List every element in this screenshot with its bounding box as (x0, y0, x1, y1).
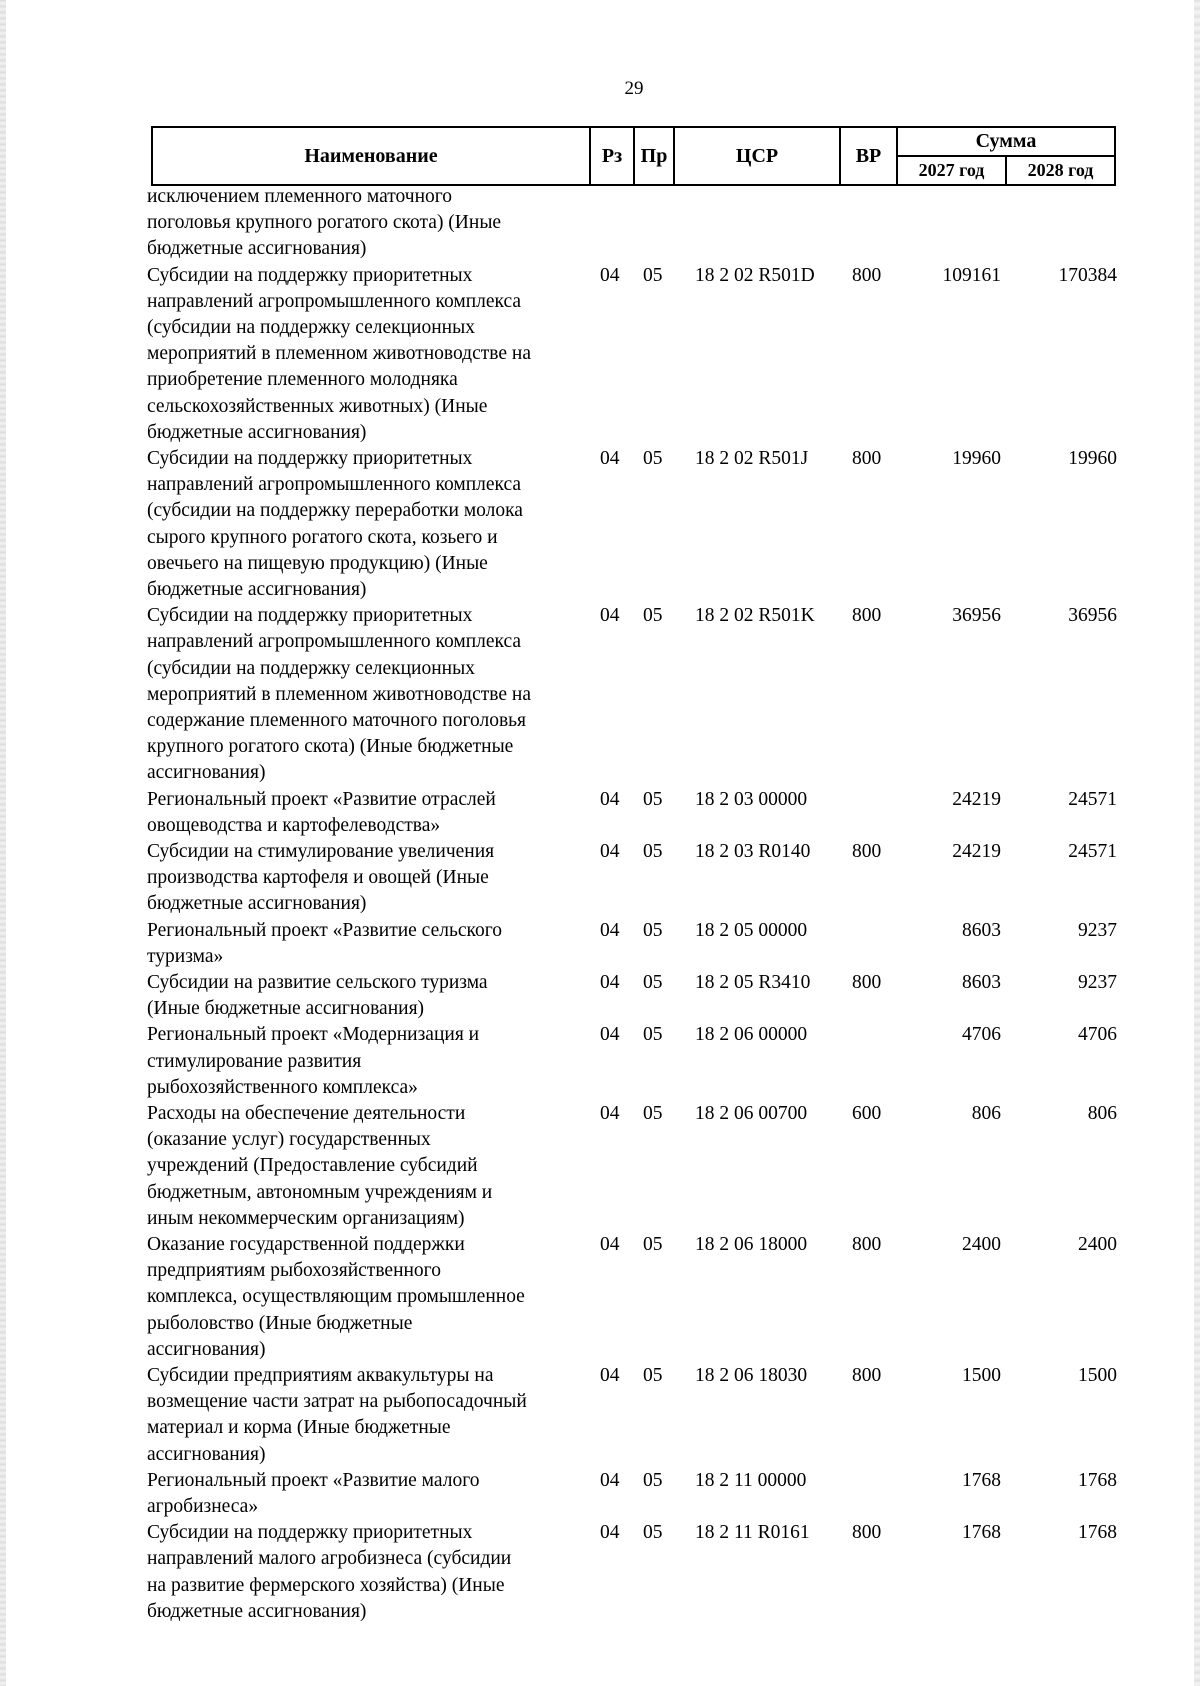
row-csr: 18 2 03 R0140 (695, 840, 811, 862)
row-vr: 800 (852, 1522, 882, 1544)
row-sum-2028: 9237 (1078, 919, 1117, 941)
row-rz: 04 (600, 605, 620, 627)
table-row (0, 1022, 1200, 1101)
row-rz: 04 (600, 264, 620, 286)
row-pr: 05 (643, 447, 663, 469)
table-row (0, 446, 1200, 603)
header-pr: Пр (634, 127, 674, 185)
row-sum-2028: 4706 (1078, 1024, 1117, 1046)
row-name: Субсидии на поддержку приоритетных направлений агропромышленного комплекса (субсидии на поддержку селекционных мероприятий в племенном животноводстве на приобретение племенного молодняка сельскохозяйственных животных) (Иные бюджетные ассигнования) (147, 264, 531, 443)
row-csr: 18 2 06 00700 (695, 1102, 808, 1124)
row-pr: 05 (643, 840, 663, 862)
table-row (0, 1520, 1200, 1625)
row-name: Субсидии на развитие сельского туризма (Иные бюджетные ассигнования) (147, 971, 488, 1020)
table-header (151, 126, 1116, 186)
row-name: Региональный проект «Развитие сельского туризма» (147, 919, 503, 967)
table-body (0, 184, 1200, 1625)
table-row (0, 1101, 1200, 1232)
row-sum-2027: 1768 (962, 1522, 1001, 1544)
row-pr: 05 (643, 788, 663, 810)
row-sum-2028: 170384 (1058, 264, 1117, 286)
row-rz: 04 (600, 1024, 620, 1046)
row-sum-2027: 19960 (952, 447, 1001, 469)
row-pr: 05 (643, 1024, 663, 1046)
row-sum-2028: 1768 (1078, 1469, 1117, 1491)
row-csr: 18 2 02 R501K (695, 605, 815, 627)
row-vr: 600 (852, 1102, 882, 1124)
row-pr: 05 (643, 1364, 663, 1386)
row-pr: 05 (643, 264, 663, 286)
header-rz: Рз (590, 127, 634, 185)
table-row (0, 1468, 1200, 1520)
row-rz: 04 (600, 971, 620, 993)
table-row (0, 263, 1200, 446)
row-csr: 18 2 02 R501D (695, 264, 815, 286)
row-sum-2028: 19960 (1068, 447, 1117, 469)
header-vr: ВР (840, 127, 897, 185)
row-sum-2028: 806 (1087, 1102, 1117, 1124)
row-name: Региональный проект «Модернизация и стимулирование развития рыбохозяйственного комплекса» (147, 1024, 480, 1098)
row-name: Субсидии на поддержку приоритетных направлений агропромышленного комплекса (субсидии на поддержку селекционных мероприятий в племенном животноводстве на содержание племенного маточного поголовья крупного рогатого скота) (Иные бюджетные ассигнования) (147, 605, 531, 784)
table-row (0, 918, 1200, 970)
row-rz: 04 (600, 919, 620, 941)
row-vr: 800 (852, 447, 882, 469)
table-row (0, 603, 1200, 786)
row-sum-2027: 109161 (942, 264, 1001, 286)
row-sum-2028: 1768 (1078, 1522, 1117, 1544)
row-vr: 800 (852, 840, 882, 862)
row-csr: 18 2 05 00000 (695, 919, 808, 941)
row-sum-2027: 4706 (962, 1024, 1001, 1046)
header-year-2027: 2027 год (897, 156, 1006, 185)
table-row (0, 1363, 1200, 1468)
row-sum-2027: 806 (971, 1102, 1001, 1124)
row-sum-2028: 2400 (1078, 1233, 1117, 1255)
header-sum: Сумма (897, 127, 1115, 156)
row-pr: 05 (643, 1102, 663, 1124)
row-rz: 04 (600, 1364, 620, 1386)
table-row (0, 1232, 1200, 1363)
row-sum-2027: 8603 (962, 971, 1001, 993)
row-pr: 05 (643, 605, 663, 627)
row-sum-2027: 1768 (962, 1469, 1001, 1491)
row-sum-2027: 8603 (962, 919, 1001, 941)
table-row (0, 839, 1200, 918)
row-sum-2027: 1500 (962, 1364, 1001, 1386)
row-rz: 04 (600, 840, 620, 862)
row-name: Расходы на обеспечение деятельности (оказание услуг) государственных учреждений (Предоставление субсидий бюджетным, автономным учреждениям и иным некоммерческим организациям) (147, 1102, 493, 1229)
row-sum-2028: 1500 (1078, 1364, 1117, 1386)
row-name: исключением племенного маточного поголовья крупного рогатого скота) (Иные бюджетные ассигнования) (147, 186, 502, 260)
header-year-2028: 2028 год (1006, 156, 1115, 185)
row-sum-2028: 24571 (1068, 840, 1117, 862)
row-sum-2028: 36956 (1068, 605, 1117, 627)
row-rz: 04 (600, 1469, 620, 1491)
row-sum-2027: 24219 (952, 840, 1001, 862)
header-csr: ЦСР (674, 127, 840, 185)
table-row (0, 184, 1200, 263)
row-sum-2028: 9237 (1078, 971, 1117, 993)
row-name: Субсидии на стимулирование увеличения производства картофеля и овощей (Иные бюджетные ассигнования) (147, 840, 495, 915)
row-sum-2027: 2400 (962, 1233, 1001, 1255)
row-vr: 800 (852, 971, 882, 993)
row-sum-2027: 24219 (952, 788, 1001, 810)
row-csr: 18 2 06 00000 (695, 1024, 808, 1046)
row-name: Субсидии предприятиям аквакультуры на возмещение части затрат на рыбопосадочный материал и корма (Иные бюджетные ассигнования) (147, 1364, 527, 1465)
row-pr: 05 (643, 1469, 663, 1491)
row-name: Региональный проект «Развитие малого агробизнеса» (147, 1469, 480, 1517)
row-rz: 04 (600, 1102, 620, 1124)
row-vr: 800 (852, 1364, 882, 1386)
row-sum-2028: 24571 (1068, 788, 1117, 810)
row-sum-2027: 36956 (952, 605, 1001, 627)
header-name: Наименование (152, 127, 590, 185)
row-pr: 05 (643, 971, 663, 993)
row-csr: 18 2 06 18030 (695, 1364, 808, 1386)
row-csr: 18 2 06 18000 (695, 1233, 808, 1255)
row-vr: 800 (852, 1233, 882, 1255)
row-name: Субсидии на поддержку приоритетных направлений малого агробизнеса (субсидии на развитие фермерского хозяйства) (Иные бюджетные ассигнования) (147, 1522, 512, 1622)
row-rz: 04 (600, 447, 620, 469)
row-csr: 18 2 05 R3410 (695, 971, 811, 993)
row-name: Региональный проект «Развитие отраслей овощеводства и картофелеводства» (147, 788, 496, 836)
row-csr: 18 2 03 00000 (695, 788, 808, 810)
row-pr: 05 (643, 1522, 663, 1544)
page-number: 29 (624, 78, 644, 99)
row-name: Субсидии на поддержку приоритетных направлений агропромышленного комплекса (субсидии на поддержку переработки молока сырого крупного рогатого скота, козьего и овечьего на пищевую продукцию) (Иные бюджетные ассигнования) (147, 447, 523, 600)
row-name: Оказание государственной поддержки предприятиям рыбохозяйственного комплекса, осуществляющим промышленное рыболовство (Иные бюджетные ассигнования) (147, 1233, 525, 1360)
row-rz: 04 (600, 788, 620, 810)
table-row (0, 970, 1200, 1022)
row-vr: 800 (852, 605, 882, 627)
table-row (0, 787, 1200, 839)
row-vr: 800 (852, 264, 882, 286)
row-csr: 18 2 11 R0161 (695, 1522, 810, 1544)
row-csr: 18 2 11 00000 (695, 1469, 807, 1491)
row-rz: 04 (600, 1233, 620, 1255)
row-rz: 04 (600, 1522, 620, 1544)
row-csr: 18 2 02 R501J (695, 447, 809, 469)
row-pr: 05 (643, 919, 663, 941)
row-pr: 05 (643, 1233, 663, 1255)
